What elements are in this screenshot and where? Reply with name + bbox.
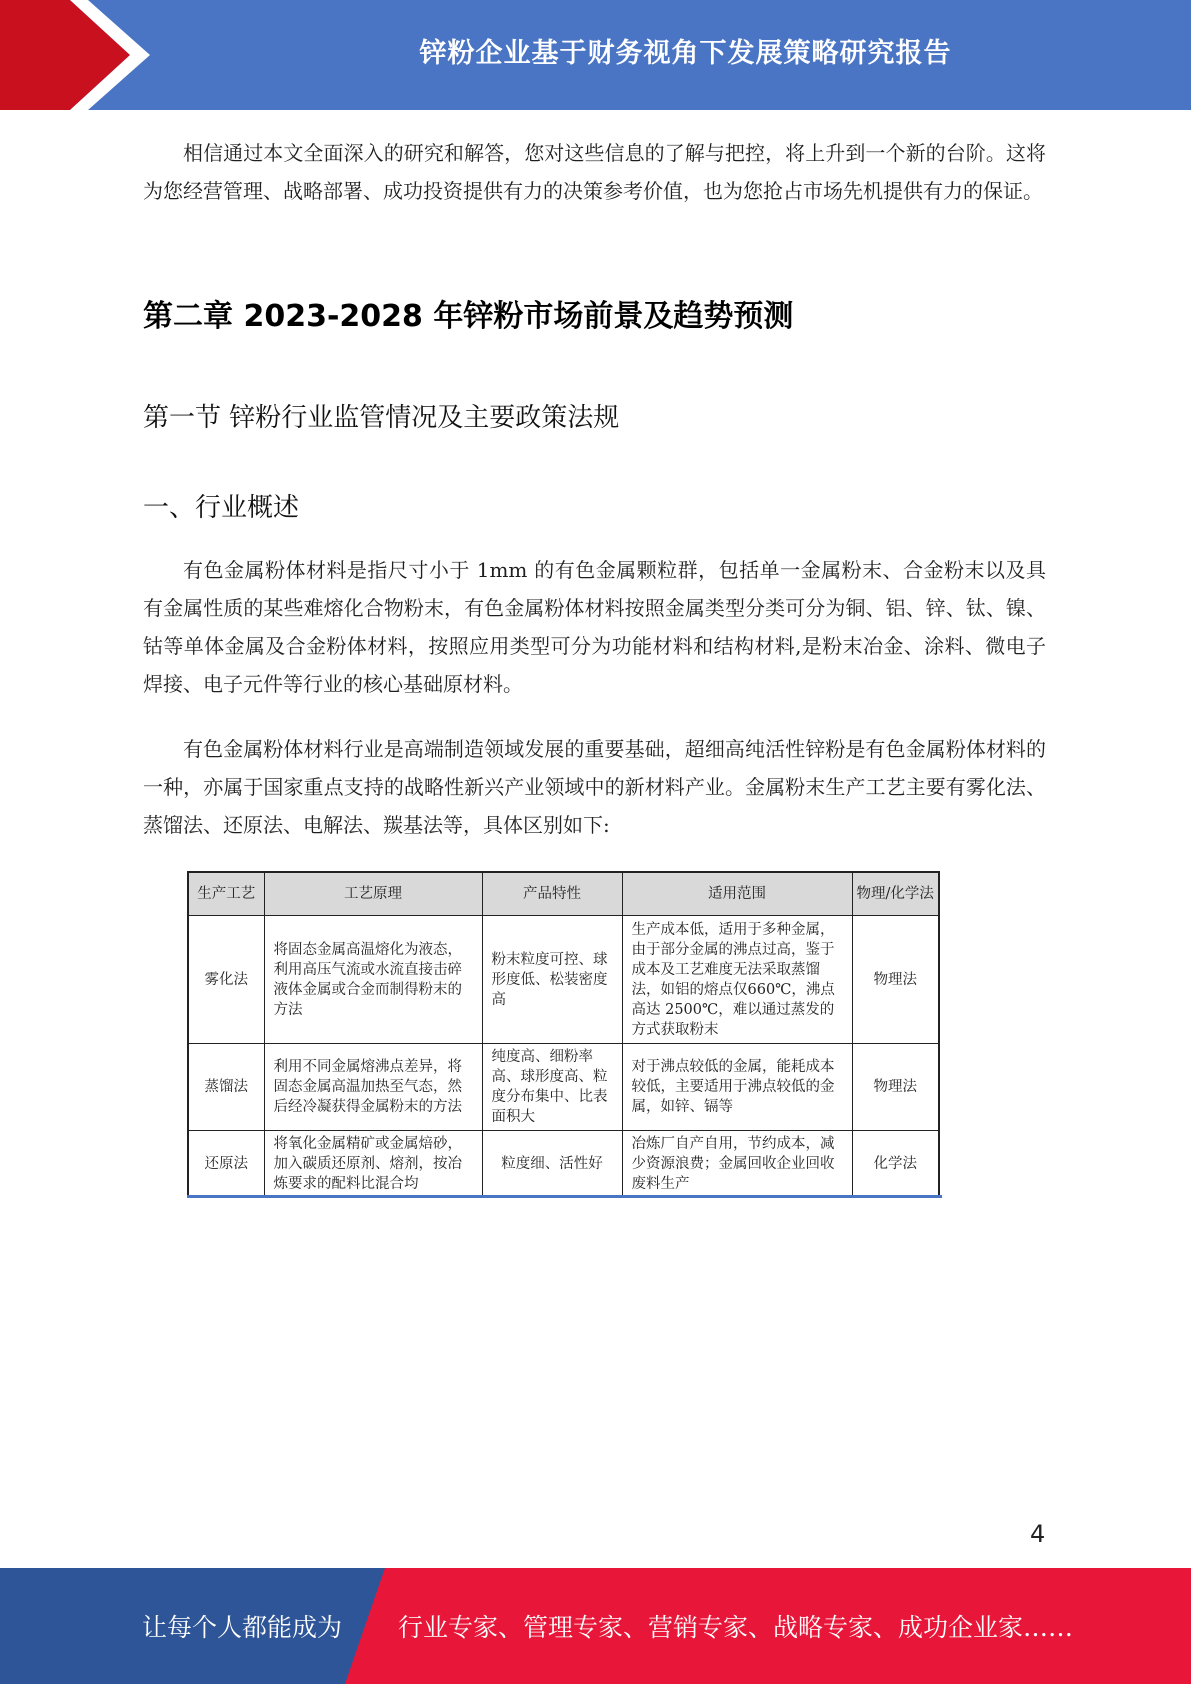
chapter-title: 第二章 2023-2028 年锌粉市场前景及趋势预测 (143, 299, 794, 334)
section-title: 第一节 锌粉行业监管情况及主要政策法规 (143, 403, 620, 433)
report-title: 锌粉企业基于财务视角下发展策略研究报告 (419, 37, 952, 69)
chapter-block (143, 291, 1046, 335)
table-header-cell: 物理/化学法 (852, 872, 939, 916)
page-footer (0, 1568, 1191, 1684)
table-cell: 物理法 (852, 916, 939, 1044)
table-cell: 雾化法 (188, 916, 264, 1044)
table-cell: 粒度细、活性好 (482, 1131, 622, 1199)
process-table-image (187, 871, 942, 1198)
table-cell: 粉末粒度可控、球形度低、松装密度高 (482, 916, 622, 1044)
table-cell: 纯度高、细粉率高、球形度高、粒度分布集中、比表面积大 (482, 1044, 622, 1131)
footer-slogan-right: 行业专家、管理专家、营销专家、战略专家、成功企业家…… (398, 1613, 1074, 1642)
table-header-row (188, 872, 939, 916)
table-cell: 利用不同金属熔沸点差异，将固态金属高温加热至气态，然后经冷凝获得金属粉末的方法 (264, 1044, 482, 1131)
section-block (143, 397, 1046, 434)
table-header-cell: 适用范围 (622, 872, 852, 916)
page-header (0, 0, 1191, 110)
intro-paragraph: 相信通过本文全面深入的研究和解答，您对这些信息的了解与把控，将上升到一个新的台阶。这将为您经营管理、战略部署、成功投资提供有力的决策参考价值，也为您抢占市场先机提供有力的保证。 (143, 141, 1046, 203)
subsection-block (143, 487, 1046, 524)
table-cell: 将固态金属高温熔化为液态，利用高压气流或水流直接击碎液体金属或合金而制得粉末的方法 (264, 916, 482, 1044)
table-cell: 冶炼厂自产自用，节约成本，减少资源浪费；金属回收企业回收废料生产 (622, 1131, 852, 1199)
intro-block (143, 134, 1046, 210)
table-cell: 化学法 (852, 1131, 939, 1199)
body-paragraph: 有色金属粉体材料行业是高端制造领域发展的重要基础，超细高纯活性锌粉是有色金属粉体材料的一种，亦属于国家重点支持的战略性新兴产业领域中的新材料产业。金属粉末生产工艺主要有雾化法、蒸馏法、还原法、电解法、羰基法等，具体区别如下: (143, 737, 1046, 837)
page-number: 4 (1030, 1520, 1046, 1548)
table-cell: 蒸馏法 (188, 1044, 264, 1131)
paragraph-block-1 (143, 551, 1046, 703)
table-cell: 还原法 (188, 1131, 264, 1199)
paragraph-block-2 (143, 730, 1046, 844)
table-header-cell: 工艺原理 (264, 872, 482, 916)
process-table (187, 871, 940, 1198)
table-cell: 对于沸点较低的金属，能耗成本较低，主要适用于沸点较低的金属，如锌、镉等 (622, 1044, 852, 1131)
body-paragraph: 有色金属粉体材料是指尺寸小于 1mm 的有色金属颗粒群，包括单一金属粉末、合金粉末以及具有金属性质的某些难熔化合物粉末，有色金属粉体材料按照金属类型分类可分为铜、铝、锌、钛、镍、钴等单体金属及合金粉体材料，按照应用类型可分为功能材料和结构材料,是粉末冶金、涂料、微电子焊接、电子元件等行业的核心基础原材料。 (143, 558, 1046, 696)
table-row (188, 1044, 939, 1131)
footer-slogan-left: 让每个人都能成为 (142, 1613, 343, 1642)
table-header-cell: 产品特性 (482, 872, 622, 916)
table-row (188, 1131, 939, 1199)
table-cell: 物理法 (852, 1044, 939, 1131)
table-row (188, 916, 939, 1044)
subsection-title: 一、行业概述 (143, 493, 300, 523)
table-header-cell: 生产工艺 (188, 872, 264, 916)
table-cell: 生产成本低，适用于多种金属，由于部分金属的沸点过高，鉴于成本及工艺难度无法采取蒸馏法，如铝的熔点仅660℃，沸点高达 2500℃，难以通过蒸发的方式获取粉末 (622, 916, 852, 1044)
table-cell: 将氧化金属精矿或金属焙砂，加入碳质还原剂、熔剂，按冶炼要求的配料比混合均 (264, 1131, 482, 1199)
